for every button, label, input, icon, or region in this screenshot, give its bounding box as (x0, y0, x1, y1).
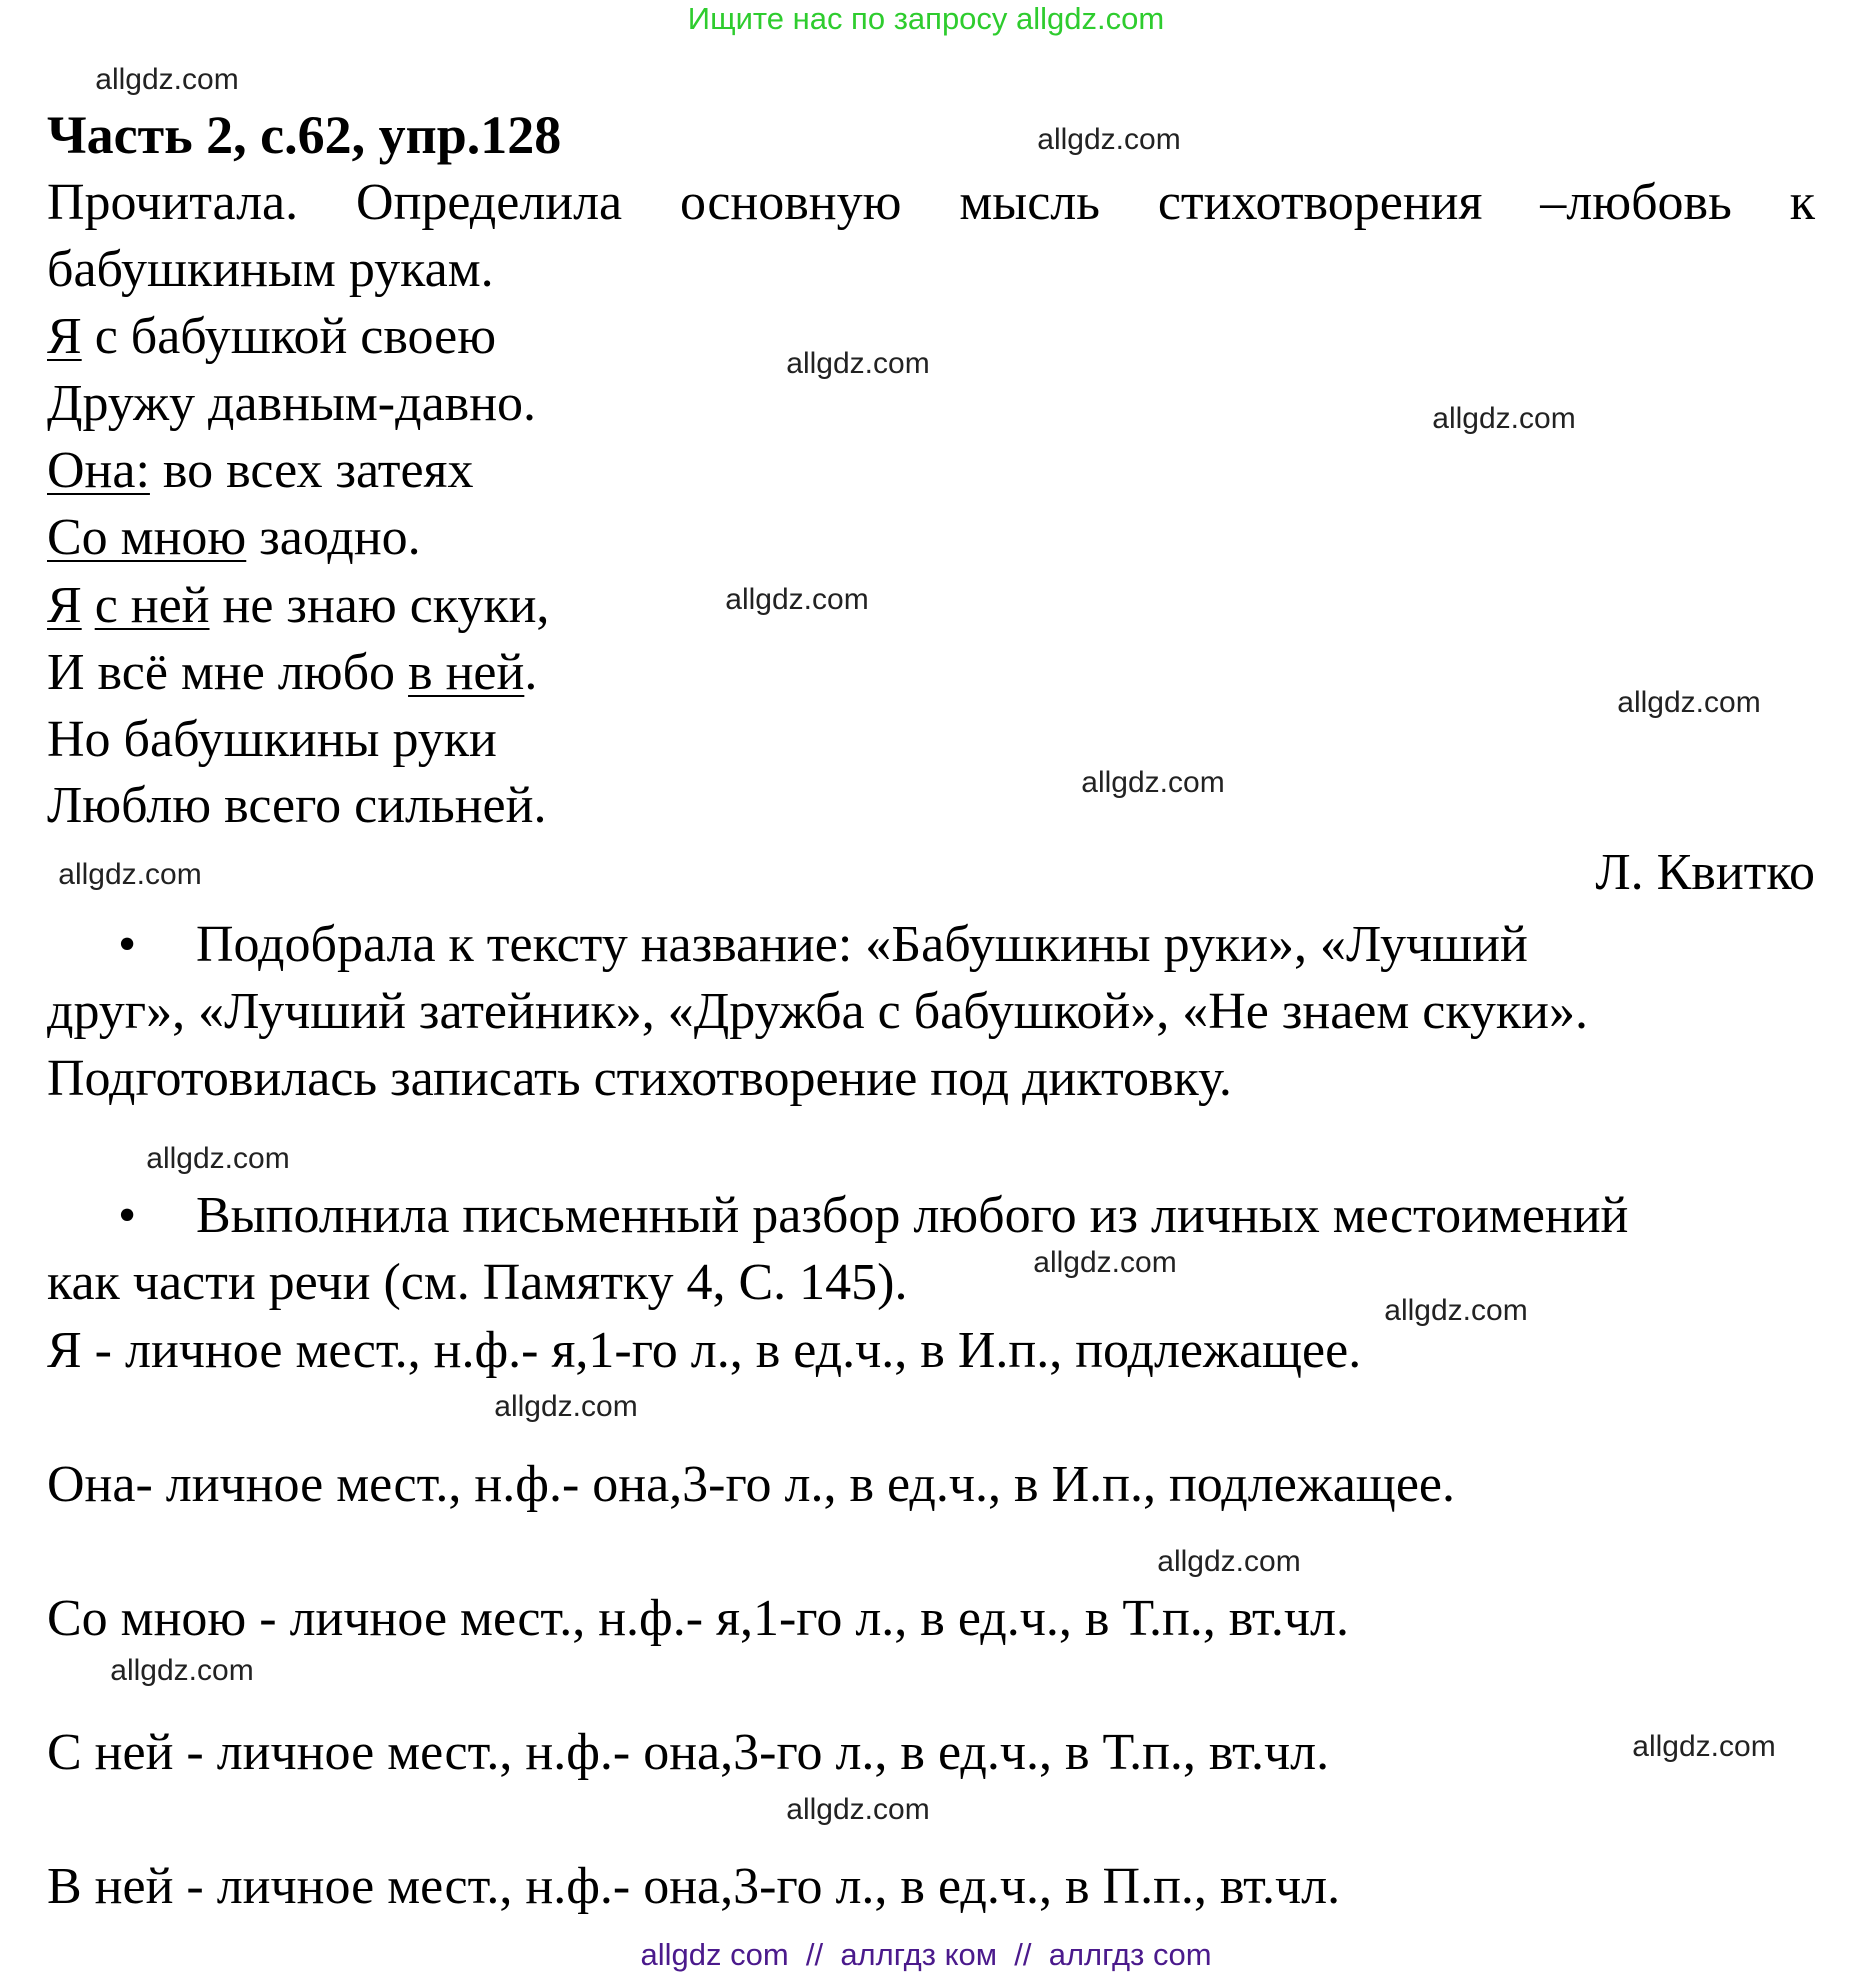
poem-text: с бабушкой своею (81, 308, 497, 365)
poem-line (47, 438, 473, 504)
poem-line (47, 773, 546, 839)
poem-text (82, 577, 95, 634)
paragraph-line: Подобрала к тексту название: «Бабушкины руки», «Лучший (196, 916, 1528, 973)
poem-line (47, 371, 536, 437)
watermark: allgdz.com (1617, 686, 1761, 719)
watermark: allgdz.com (1033, 1246, 1177, 1279)
poem-line (47, 573, 549, 639)
underlined-word: с ней (94, 577, 210, 634)
watermark: allgdz.com (95, 63, 239, 96)
poem-text: Дружу давным-давно. (47, 375, 537, 432)
watermark: allgdz.com (786, 1793, 930, 1826)
poem-line (47, 505, 421, 571)
poem-text: Люблю всего сильней. (47, 777, 547, 834)
watermark: allgdz.com (1157, 1545, 1301, 1578)
watermark: allgdz.com (1384, 1294, 1528, 1327)
analysis-line: Она- личное мест., н.ф.- она,3-го л., в ед.ч., в И.п., подлежащее. (47, 1456, 1455, 1513)
bullet-icon: • (118, 916, 137, 973)
paragraph-line: Выполнила письменный разбор любого из личных местоимений (196, 1187, 1629, 1244)
paragraph-line: Подготовилась записать стихотворение под диктовку. (47, 1050, 1232, 1107)
poem-text: заодно. (246, 509, 421, 566)
poem-author: Л. Квитко (1595, 844, 1815, 901)
analysis-line: С ней - личное мест., н.ф.- она,3-го л., в ед.ч., в Т.п., вт.чл. (47, 1724, 1330, 1781)
underlined-word: в ней (408, 644, 525, 701)
paragraph-line: как части речи (см. Памятку 4, С. 145). (47, 1254, 908, 1311)
underlined-word: Она: (47, 442, 150, 499)
intro-line: бабушкиным рукам. (47, 241, 494, 298)
watermark: allgdz.com (494, 1390, 638, 1423)
underlined-word: Со мною (47, 509, 247, 566)
analysis-line: В ней - личное мест., н.ф.- она,3-го л., в ед.ч., в П.п., вт.чл. (47, 1858, 1341, 1915)
intro-line: Прочитала. Определила основную мысль стихотворения –любовь к (47, 174, 1815, 231)
bullet-icon: • (118, 1187, 137, 1244)
watermark: allgdz.com (1632, 1730, 1776, 1763)
poem-line (47, 304, 496, 370)
paragraph-line: друг», «Лучший затейник», «Дружба с бабушкой», «Не знаем скуки». (47, 983, 1588, 1040)
watermark: allgdz.com (58, 858, 202, 891)
poem-text: не знаю скуки, (209, 577, 550, 634)
watermark: allgdz.com (1081, 766, 1225, 799)
watermark: allgdz.com (786, 347, 930, 380)
analysis-line: Со мною - личное мест., н.ф.- я,1-го л., в ед.ч., в Т.п., вт.чл. (47, 1590, 1349, 1647)
footer-watermark: allgdz com // аллгдз ком // аллгдз com (640, 1937, 1212, 1972)
watermark: allgdz.com (725, 583, 869, 616)
watermark: allgdz.com (1037, 123, 1181, 156)
page-title: Часть 2, с.62, упр.128 (47, 105, 562, 165)
watermark: allgdz.com (1432, 402, 1576, 435)
search-banner: Ищите нас по запросу allgdz.com (687, 1, 1165, 36)
poem-line (47, 640, 537, 706)
watermark: allgdz.com (110, 1654, 254, 1687)
poem-text: . (524, 644, 538, 701)
underlined-word: Я (47, 577, 82, 634)
poem-text: Но бабушкины руки (47, 711, 497, 768)
underlined-word: Я (47, 308, 82, 365)
watermark: allgdz.com (146, 1142, 290, 1175)
poem-text: И всё мне любо (47, 644, 409, 701)
poem-line (47, 707, 497, 773)
analysis-line: Я - личное мест., н.ф.- я,1-го л., в ед.ч., в И.п., подлежащее. (47, 1322, 1362, 1379)
poem-text: во всех затеях (149, 442, 474, 499)
